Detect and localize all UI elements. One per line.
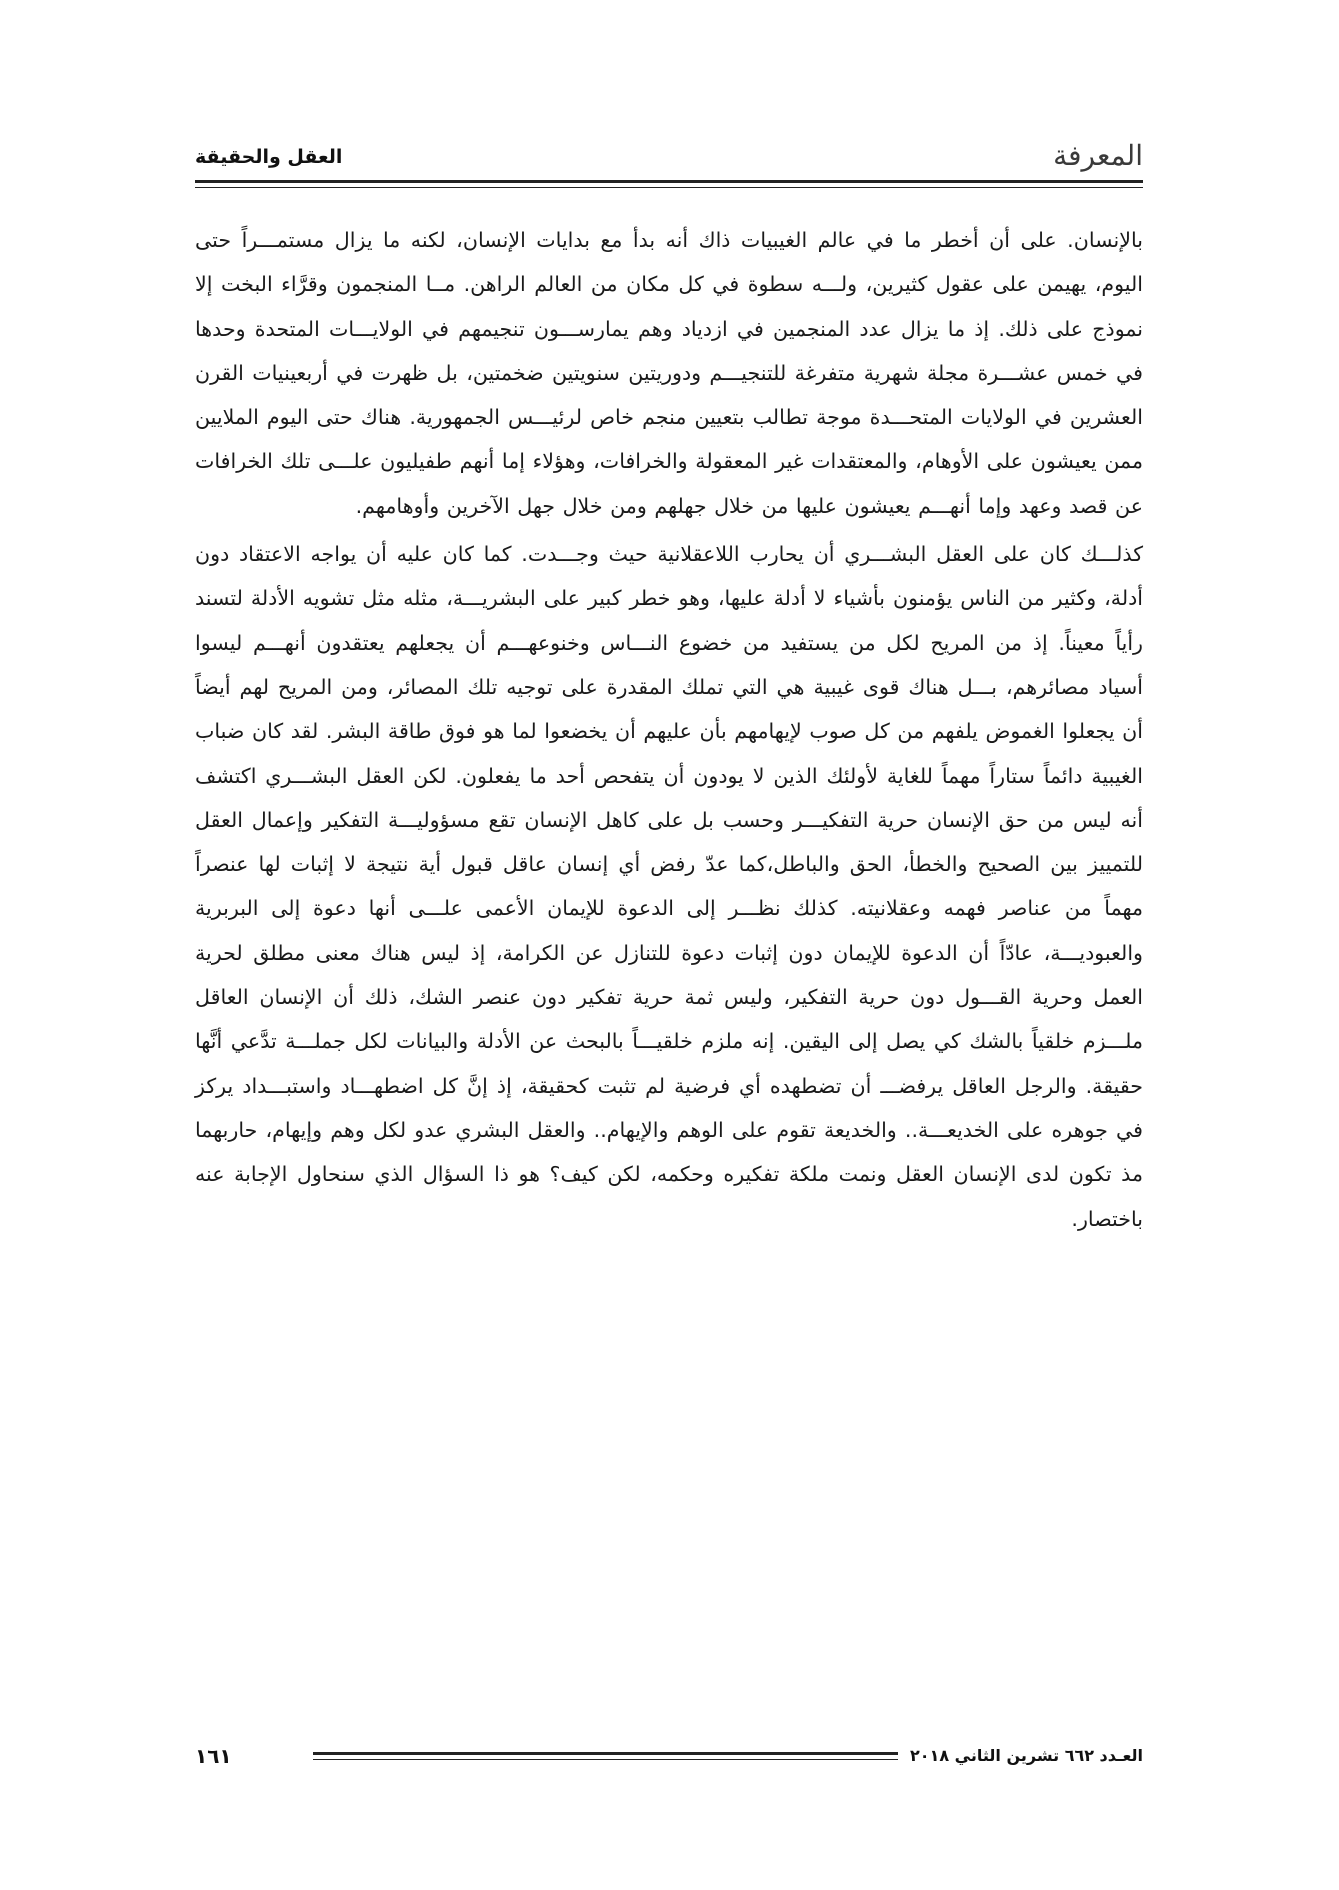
paragraph-2: كذلـــك كان على العقل البشـــري أن يحارب اللاعقلانية حيث وجـــدت. كما كان عليه أن يواجه الاعتقاد دون أدلة، وكثير من الناس يؤمنون بأشياء لا أدلة عليها، وهو خطر كبير على البشريـــة، مثله مثل تشويه الأدلة لتسند رأياً معيناً. إذ من المريح لكل من يستفيد من خضوع النـــاس وخنوعهـــم أن يجعلهم يعتقدون أنهـــم ليسوا أسياد مصائرهم، بـــل هناك قوى غيبية هي التي تملك المقدرة على توجيه تلك المصائر، ومن المريح لهم أيضاً أن يجعلوا الغموض يلفهم من كل صوب لإيهامهم بأن عليهم أن يخضعوا لما هو فوق طاقة البشر. لقد كان ضباب الغيبية دائماً ستاراً مهماً للغاية لأولئك الذين لا يودون أن يتفحص أحد ما يفعلون. لكن العقل البشـــري اكتشف أنه ليس من حق الإنسان حرية التفكيـــر وحسب بل على كاهل الإنسان تقع مسؤوليـــة التفكير وإعمال العقل للتمييز بين الصحيح والخطأ، الحق والباطل،كما عدّ رفض أي إنسان عاقل قبول أية نتيجة لا إثبات لها عنصراً مهماً من عناصر فهمه وعقلانيته. كذلك نظـــر إلى الدعوة للإيمان الأعمى علـــى أنها دعوة إلى البربرية والعبوديـــة، عادّاً أن الدعوة للإيمان دون إثبات دعوة للتنازل عن الكرامة، إذ ليس هناك معنى مطلق لحرية العمل وحرية القـــول دون حرية التفكير، وليس ثمة حرية تفكير دون عنصر الشك، ذلك أن الإنسان العاقل ملـــزم خلقياً بالشك كي يصل إلى اليقين. إنه ملزم خلقيـــاً بالبحث عن الأدلة والبيانات لكل جملـــة تدَّعي أنَّها حقيقة. والرجل العاقل يرفضـــ أن تضطهده أي فرضية لم تثبت كحقيقة، إذ إنَّ كل اضطهـــاد واستبـــداد يركز في جوهره على الخديعـــة.. والخديعة تقوم على الوهم والإيهام.. والعقل البشري عدو لكل وهم وإيهام، حاربهما مذ تكون لدى الإنسان العقل ونمت ملكة تفكيره وحكمه، لكن كيف؟ هو ذا السؤال الذي سنحاول الإجابة عنه باختصار. [195, 542, 1143, 1231]
running-title: العقل والحقيقة [195, 146, 343, 168]
header-divider [195, 180, 1143, 188]
journal-logo: المعرفة [1053, 139, 1143, 172]
page-number: ١٦١ [195, 1744, 232, 1768]
footer-divider [313, 1752, 898, 1760]
issue-label: العـدد ٦٦٢ تشرين الثاني ٢٠١٨ [910, 1746, 1143, 1765]
paragraph-1: بالإنسان. على أن أخطر ما في عالم الغيبيات ذاك أنه بدأ مع بدايات الإنسان، لكنه ما يزال مستمـــراً حتى اليوم، يهيمن على عقول كثيرين، ولـــه سطوة في كل مكان من العالم الراهن. مــا المنجمون وقرَّاء البخت إلا نموذج على ذلك. إذ ما يزال عدد المنجمين في ازدياد وهم يمارســـون تنجيمهم في الولايـــات المتحدة وحدها في خمس عشـــرة مجلة شهرية متفرغة للتنجيـــم ودوريتين سنويتين ضخمتين، بل ظهرت في أربعينيات القرن العشرين في الولايات المتحـــدة موجة تطالب بتعيين منجم خاص لرئيـــس الجمهورية. هناك حتى اليوم الملايين ممن يعيشون على الأوهام، والمعتقدات غير المعقولة والخرافات، وهؤلاء إما أنهم طفيليون علـــى تلك الخرافات عن قصد وعهد وإما أنهـــم يعيشون عليها من خلال جهلهم ومن خلال جهل الآخرين وأوهامهم. [195, 228, 1143, 518]
article-body [195, 218, 1143, 1241]
page-footer [195, 1742, 1143, 1782]
